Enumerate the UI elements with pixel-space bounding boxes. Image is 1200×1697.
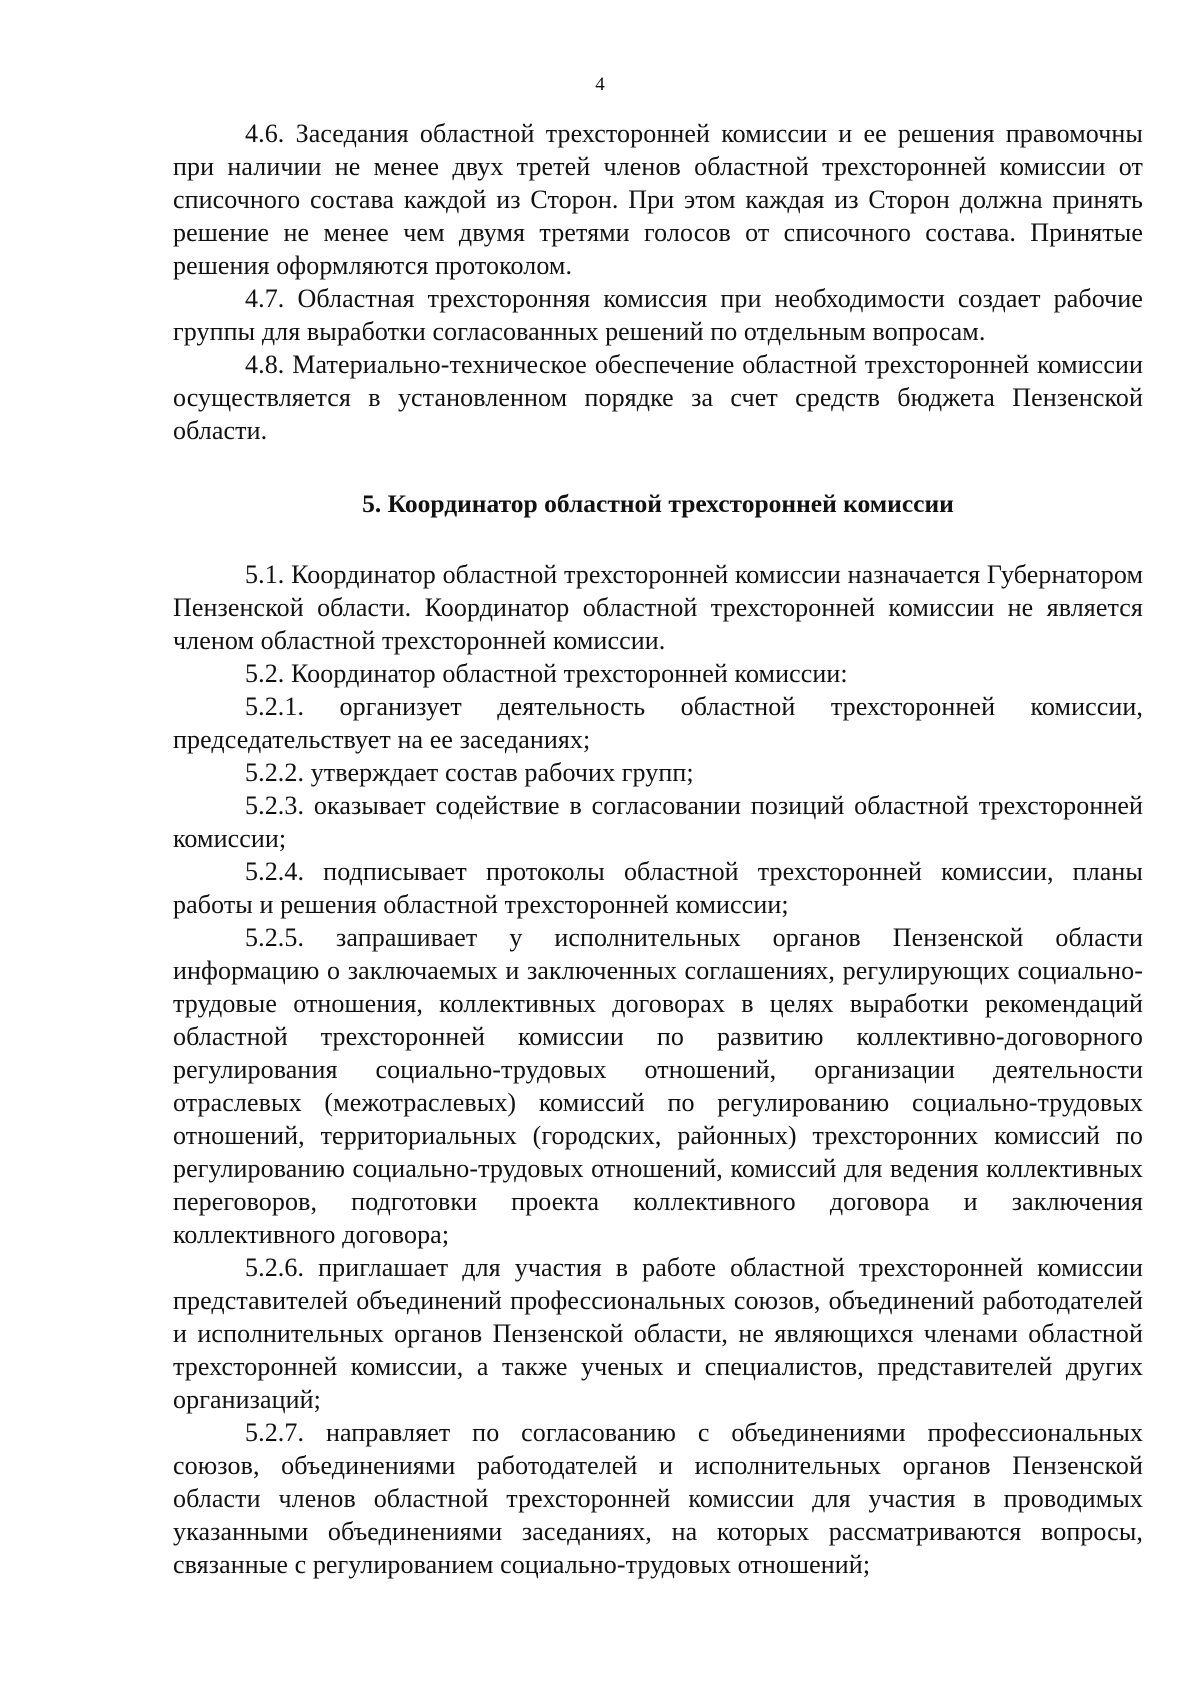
paragraph-5-2-1: 5.2.1. организует деятельность областной трехсторонней комиссии, председательствует на ее заседаниях; (173, 692, 1143, 754)
paragraph-5-2-3: 5.2.3. оказывает содействие в согласовании позиций областной трехсторонней комиссии; (173, 791, 1143, 853)
page-number: 4 (595, 74, 605, 95)
paragraph-5-2-7: 5.2.7. направляет по согласованию с объединениями профессиональных союзов, объединениями работодателей и исполнительных органов Пензенской области членов областной трехсторонней комиссии для участия в проводимых указанными объединениями заседаниях, на которых рассматриваются вопросы, связанные с регулированием социально-трудовых отношений; (173, 1418, 1143, 1579)
paragraph-4-6: 4.6. Заседания областной трехсторонней комиссии и ее решения правомочны при наличии не менее двух третей членов областной трехсторонней комиссии от списочного состава каждой из Сторон. При этом каждая из Сторон должна принять решение не менее чем двумя третями голосов от списочного состава. Принятые решения оформляются протоколом. (173, 119, 1143, 280)
paragraph-4-7: 4.7. Областная трехсторонняя комиссия при необходимости создает рабочие группы для выработки согласованных решений по отдельным вопросам. (173, 284, 1143, 346)
paragraph-5-2-4: 5.2.4. подписывает протоколы областной трехсторонней комиссии, планы работы и решения областной трехсторонней комиссии; (173, 857, 1143, 919)
paragraph-5-2: 5.2. Координатор областной трехсторонней комиссии: (245, 659, 848, 688)
paragraph-5-2-2: 5.2.2. утверждает состав рабочих групп; (245, 758, 694, 787)
paragraph-5-1: 5.1. Координатор областной трехсторонней комиссии назначается Губернатором Пензенской области. Координатор областной трехсторонней комиссии не является членом областной трехсторонней комиссии. (173, 560, 1143, 655)
section-heading: 5. Координатор областной трехсторонней комиссии (362, 489, 954, 518)
paragraph-5-2-5: 5.2.5. запрашивает у исполнительных органов Пензенской области информацию о заключаемых и заключенных соглашениях, регулирующих социально-трудовые отношения, коллективных договорах в целях выработки рекомендаций областной трехсторонней комиссии по развитию коллективно-договорного регулирования социально-трудовых отношений, организации деятельности отраслевых (межотраслевых) комиссий по регулированию социально-трудовых отношений, территориальных (городских, районных) трехсторонних комиссий по регулированию социально-трудовых отношений, комиссий для ведения коллективных переговоров, подготовки проекта коллективного договора и заключения коллективного договора; (173, 923, 1143, 1249)
document-body (173, 117, 1143, 1581)
paragraph-4-8: 4.8. Материально-техническое обеспечение областной трехсторонней комиссии осуществляется в установленном порядке за счет средств бюджета Пензенской области. (173, 350, 1143, 445)
paragraph-5-2-6: 5.2.6. приглашает для участия в работе областной трехсторонней комиссии представителей объединений профессиональных союзов, объединений работодателей и исполнительных органов Пензенской области, не являющихся членами областной трехсторонней комиссии, а также ученых и специалистов, представителей других организаций; (173, 1253, 1143, 1414)
